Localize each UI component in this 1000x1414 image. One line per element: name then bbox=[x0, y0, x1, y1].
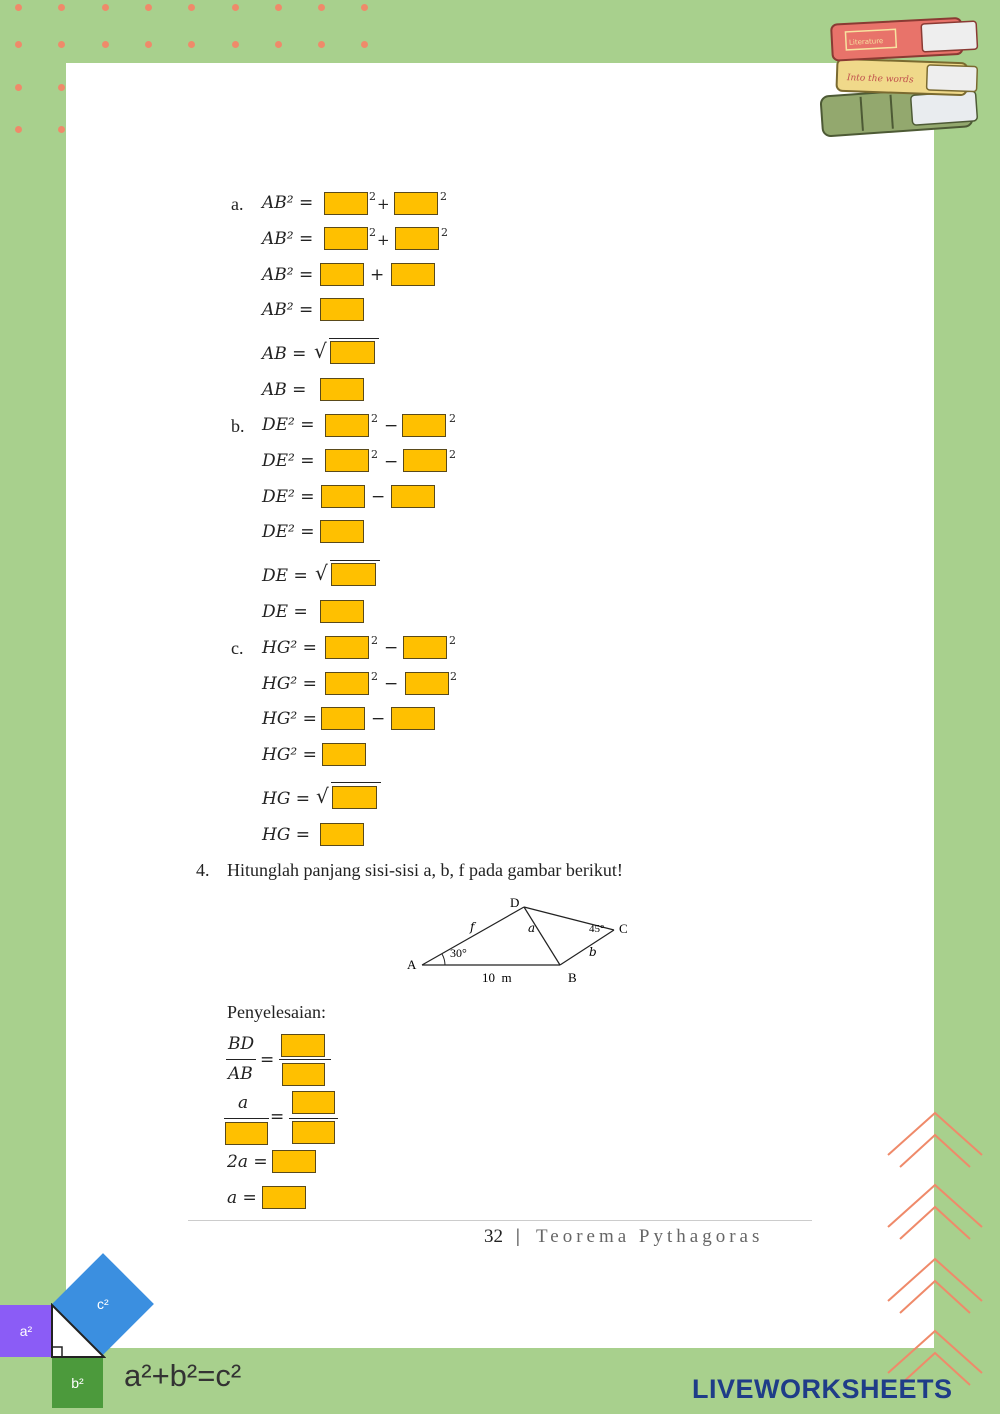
eq-hg-5: HG = bbox=[262, 789, 311, 809]
plus-sign: + bbox=[377, 231, 390, 249]
eq-ab-4: AB² = bbox=[262, 300, 314, 320]
answer-box[interactable] bbox=[324, 192, 368, 215]
fraction-denominator-ab: AB bbox=[228, 1064, 253, 1084]
fraction-bar bbox=[279, 1059, 331, 1060]
part-a-label: a. bbox=[231, 194, 244, 214]
answer-box[interactable] bbox=[332, 786, 377, 809]
plus-sign: + bbox=[377, 195, 390, 213]
answer-box[interactable] bbox=[403, 449, 447, 472]
answer-box[interactable] bbox=[322, 743, 366, 766]
sqrt-bar bbox=[330, 560, 380, 561]
squared-sign: 2 bbox=[441, 226, 448, 239]
answer-box[interactable] bbox=[320, 298, 364, 321]
eq-2a: 2a = bbox=[227, 1152, 268, 1172]
book-title-top: Literature bbox=[848, 36, 884, 47]
answer-box[interactable] bbox=[262, 1186, 306, 1209]
eq-de-4: DE² = bbox=[262, 522, 315, 542]
answer-box[interactable] bbox=[403, 636, 447, 659]
footer-separator: | bbox=[516, 1226, 520, 1247]
answer-box[interactable] bbox=[325, 414, 369, 437]
eq-ab-5: AB = bbox=[262, 344, 307, 364]
eq-ab-2: AB² = bbox=[262, 229, 314, 249]
vertex-b: B bbox=[568, 970, 577, 985]
answer-box[interactable] bbox=[331, 563, 376, 586]
answer-box[interactable] bbox=[292, 1091, 335, 1114]
minus-sign: − bbox=[384, 674, 399, 694]
sqrt-sign: √ bbox=[316, 784, 329, 808]
squared-sign: 2 bbox=[450, 670, 457, 683]
squared-sign: 2 bbox=[449, 448, 456, 461]
squared-sign: 2 bbox=[371, 670, 378, 683]
squared-sign: 2 bbox=[449, 634, 456, 647]
answer-box[interactable] bbox=[325, 449, 369, 472]
minus-sign: − bbox=[384, 638, 399, 658]
answer-box[interactable] bbox=[225, 1122, 268, 1145]
vertex-c: C bbox=[619, 921, 628, 936]
minus-sign: − bbox=[384, 452, 399, 472]
squared-sign: 2 bbox=[369, 190, 376, 203]
equals-sign: = bbox=[260, 1050, 275, 1070]
answer-box[interactable] bbox=[320, 520, 364, 543]
eq-ab-1: AB² = bbox=[262, 193, 314, 213]
answer-box[interactable] bbox=[320, 600, 364, 623]
eq-a: a = bbox=[227, 1188, 257, 1208]
sqrt-bar bbox=[331, 782, 381, 783]
answer-box[interactable] bbox=[321, 485, 365, 508]
square-c-label: c² bbox=[97, 1295, 109, 1312]
eq-de-3: DE² = bbox=[262, 487, 315, 507]
question-number: 4. bbox=[196, 860, 210, 880]
quadrilateral-figure bbox=[400, 893, 640, 988]
page-number: 32 bbox=[484, 1226, 503, 1247]
minus-sign: − bbox=[371, 487, 386, 507]
eq-hg-2: HG² = bbox=[262, 674, 317, 694]
pythagoras-formula: a²+b²=c² bbox=[124, 1358, 242, 1393]
side-b: b bbox=[589, 945, 597, 959]
answer-box[interactable] bbox=[282, 1063, 325, 1086]
square-a: a² bbox=[0, 1305, 52, 1357]
answer-box[interactable] bbox=[320, 823, 364, 846]
angle-c: 45° bbox=[589, 923, 605, 935]
answer-box[interactable] bbox=[391, 707, 435, 730]
liveworksheets-logo[interactable]: LIVEWORKSHEETS bbox=[692, 1374, 953, 1404]
sqrt-bar bbox=[329, 338, 379, 339]
answer-box[interactable] bbox=[292, 1121, 335, 1144]
plus-sign: + bbox=[370, 265, 385, 285]
eq-hg-3: HG² = bbox=[262, 709, 317, 729]
answer-box[interactable] bbox=[330, 341, 375, 364]
vertex-a: A bbox=[407, 957, 417, 972]
eq-hg-6: HG = bbox=[262, 825, 311, 845]
eq-de-2: DE² = bbox=[262, 451, 315, 471]
books-illustration bbox=[812, 6, 992, 146]
part-c-label: c. bbox=[231, 638, 244, 658]
solution-label: Penyelesaian: bbox=[227, 1002, 326, 1022]
sqrt-sign: √ bbox=[315, 561, 328, 585]
squared-sign: 2 bbox=[369, 226, 376, 239]
eq-de-1: DE² = bbox=[262, 415, 315, 435]
eq-de-6: DE = bbox=[262, 602, 308, 622]
answer-box[interactable] bbox=[325, 672, 369, 695]
fraction-numerator-a: a bbox=[238, 1093, 249, 1113]
minus-sign: − bbox=[384, 416, 399, 436]
book-title-middle: Into the words bbox=[846, 73, 914, 86]
fraction-bar bbox=[224, 1118, 269, 1119]
squared-sign: 2 bbox=[371, 412, 378, 425]
answer-box[interactable] bbox=[324, 227, 368, 250]
answer-box[interactable] bbox=[320, 263, 364, 286]
answer-box[interactable] bbox=[391, 485, 435, 508]
worksheet-page bbox=[66, 63, 934, 1348]
eq-ab-6: AB = bbox=[262, 380, 307, 400]
base-length: 10 m bbox=[482, 970, 512, 985]
squared-sign: 2 bbox=[440, 190, 447, 203]
eq-hg-4: HG² = bbox=[262, 745, 317, 765]
minus-sign: − bbox=[371, 709, 386, 729]
chevron-decoration bbox=[880, 1105, 990, 1405]
answer-box[interactable] bbox=[391, 263, 435, 286]
squared-sign: 2 bbox=[449, 412, 456, 425]
fraction-bar bbox=[289, 1118, 338, 1119]
answer-box[interactable] bbox=[325, 636, 369, 659]
eq-ab-3: AB² = bbox=[262, 265, 314, 285]
side-a: a bbox=[528, 921, 536, 935]
part-b-label: b. bbox=[231, 416, 245, 436]
angle-a: 30° bbox=[450, 946, 467, 960]
answer-box[interactable] bbox=[394, 192, 438, 215]
answer-box[interactable] bbox=[320, 378, 364, 401]
side-f: f bbox=[470, 920, 475, 934]
right-triangle bbox=[50, 1303, 106, 1359]
square-b: b² bbox=[52, 1357, 103, 1408]
answer-box[interactable] bbox=[405, 672, 449, 695]
sqrt-sign: √ bbox=[314, 339, 327, 363]
question-text: Hitunglah panjang sisi-sisi a, b, f pada gambar berikut! bbox=[227, 860, 623, 880]
squared-sign: 2 bbox=[371, 634, 378, 647]
fraction-numerator-bd: BD bbox=[228, 1034, 255, 1054]
equals-sign: = bbox=[270, 1107, 285, 1127]
footer-divider bbox=[188, 1220, 812, 1221]
eq-hg-1: HG² = bbox=[262, 638, 317, 658]
answer-box[interactable] bbox=[321, 707, 365, 730]
fraction-bar bbox=[226, 1059, 256, 1060]
answer-box[interactable] bbox=[402, 414, 446, 437]
footer-title: Teorema Pythagoras bbox=[536, 1226, 764, 1247]
squared-sign: 2 bbox=[371, 448, 378, 461]
eq-de-5: DE = bbox=[262, 566, 308, 586]
answer-box[interactable] bbox=[395, 227, 439, 250]
answer-box[interactable] bbox=[272, 1150, 316, 1173]
answer-box[interactable] bbox=[281, 1034, 325, 1057]
vertex-d: D bbox=[510, 895, 520, 910]
